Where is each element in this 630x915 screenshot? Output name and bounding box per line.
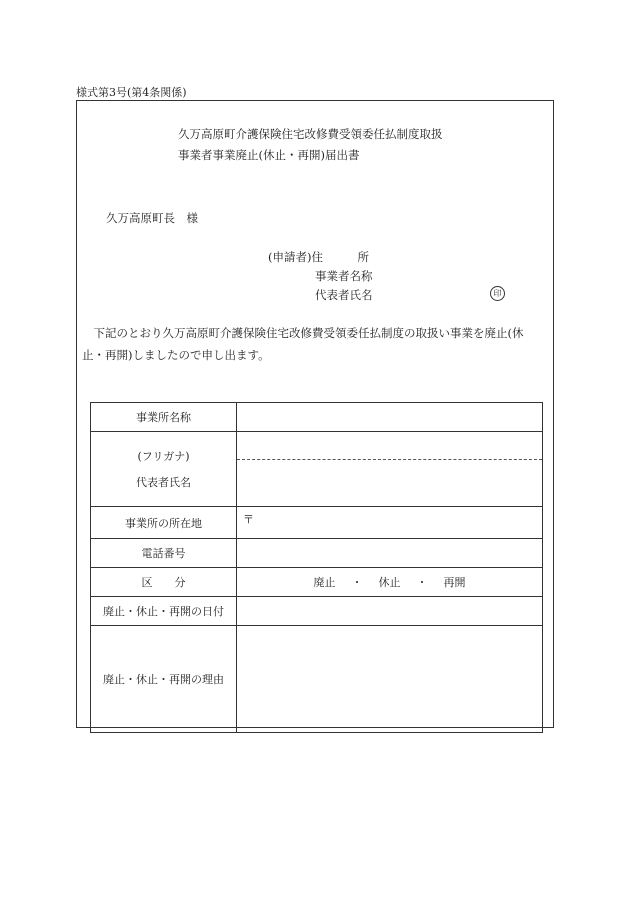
office-name-label: 事業所名称: [91, 403, 237, 432]
phone-field[interactable]: [237, 539, 543, 568]
category-options: [237, 568, 543, 597]
representative-name-label: 代表者氏名: [315, 288, 373, 302]
separator-1: ・: [351, 576, 363, 589]
statement-line2: 止・再開)しましたので申し出ます。: [82, 348, 270, 362]
location-label: 事業所の所在地: [91, 507, 237, 539]
option-abolish[interactable]: 廃止: [313, 576, 336, 589]
addressee: 久万高原町長 様: [106, 211, 198, 225]
reason-row: [91, 626, 543, 733]
option-suspend[interactable]: 休止: [378, 576, 401, 589]
form-title-line1: 久万高原町介護保険住宅改修費受領委任払制度取扱: [178, 127, 443, 141]
postal-mark: 〒: [243, 513, 254, 526]
office-name-field[interactable]: [237, 403, 543, 432]
office-name-row: [91, 403, 543, 432]
representative-field[interactable]: [237, 432, 543, 507]
date-row: [91, 597, 543, 626]
separator-2: ・: [416, 576, 428, 589]
seal-mark: 印: [490, 286, 505, 301]
category-label: 区 分: [91, 568, 237, 597]
location-row: [91, 507, 543, 539]
option-resume[interactable]: 再開: [443, 576, 466, 589]
representative-row: [91, 432, 543, 507]
furigana-field[interactable]: [237, 432, 542, 460]
form-table: [90, 402, 543, 733]
form-label: 様式第3号(第4条関係): [76, 86, 187, 99]
statement-line1: 下記のとおり久万高原町介護保険住宅改修費受領委任払制度の取扱い事業を廃止(休: [82, 326, 524, 340]
representative-label: 代表者氏名: [136, 476, 191, 489]
form-title-line2: 事業者事業廃止(休止・再開)届出書: [178, 148, 360, 162]
phone-label: 電話番号: [91, 539, 237, 568]
category-row: [91, 568, 543, 597]
reason-label: 廃止・休止・再開の理由: [91, 626, 237, 733]
business-name-label: 事業者名称: [315, 269, 373, 283]
reason-field[interactable]: [237, 626, 543, 733]
furigana-label: (フリガナ): [137, 450, 190, 463]
date-label: 廃止・休止・再開の日付: [91, 597, 237, 626]
date-field[interactable]: [237, 597, 543, 626]
representative-label-cell: [91, 432, 237, 507]
applicant-address-label: (申請者)住 所: [268, 250, 369, 264]
location-field[interactable]: [237, 507, 543, 539]
phone-row: [91, 539, 543, 568]
